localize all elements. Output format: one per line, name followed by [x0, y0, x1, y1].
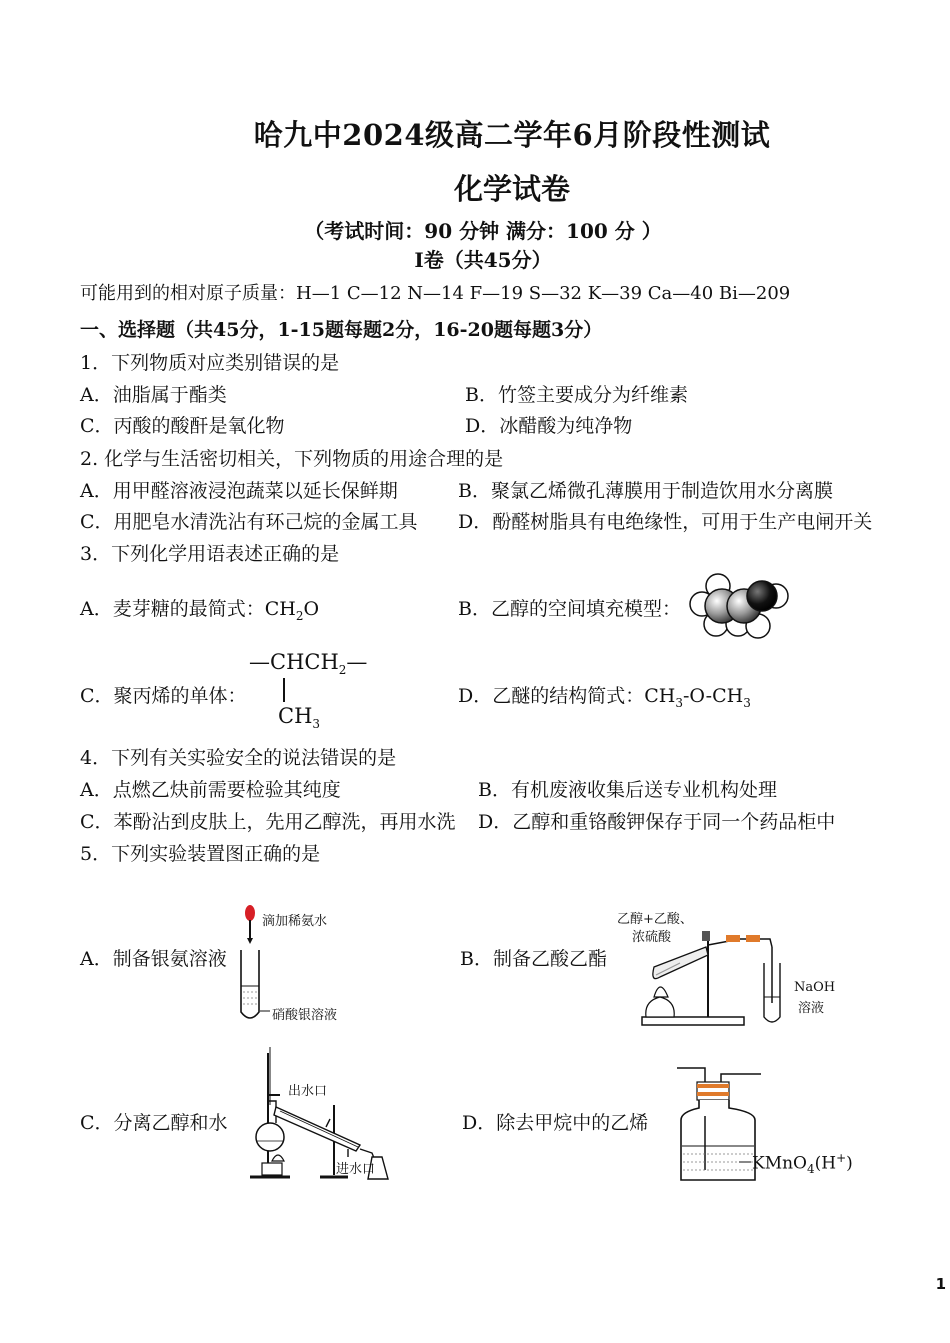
page-number: 1: [935, 1275, 946, 1293]
iron-stand-base: [642, 1017, 744, 1025]
label-solution: 溶液: [798, 1001, 825, 1016]
label-silver-nitrate: 硝酸银溶液: [272, 1008, 338, 1023]
q2-option-b: B．聚氯乙烯微孔薄膜用于制造饮用水分离膜: [458, 480, 833, 502]
kmno4-tail: (H: [814, 1153, 837, 1174]
q3-option-a: [80, 594, 319, 623]
poly-top-sub: 2: [338, 663, 347, 678]
atomic-masses: 可能用到的相对原子质量：H—1 C—12 N—14 F—19 S—32 K—39 Ca—40 Bi—209: [80, 283, 791, 304]
stopper-band: [697, 1084, 729, 1088]
ethanol-space-filling-model: [688, 574, 798, 640]
dropper-tip: [247, 938, 253, 944]
q5-option-d: D．除去甲烷中的乙烯: [462, 1112, 649, 1134]
q3-option-d: [458, 681, 751, 710]
q3-option-c: C．聚丙烯的单体：: [80, 685, 247, 707]
q1-option-c: C．丙酸的酸酐是氧化物: [80, 415, 285, 437]
page-subtitle: 化学试卷: [453, 172, 570, 206]
q3-a-sub: 2: [295, 608, 304, 623]
kmno4-text: KMnO: [752, 1153, 807, 1174]
label-water-outlet: 出水口: [288, 1084, 328, 1099]
q2-option-a: A．用甲醛溶液浸泡蔬菜以延长保鲜期: [80, 480, 398, 502]
oxygen-atom: [747, 581, 777, 611]
page-title: 哈九中2024级高二学年6月阶段性测试: [253, 118, 771, 152]
label-kmno4: [752, 1151, 853, 1176]
q3-a-tail: O: [303, 598, 320, 620]
q5-option-b: B．制备乙酸乙酯: [460, 948, 607, 970]
poly-branch-bond: [283, 678, 285, 702]
label-ethanol-acetic: 乙醇+乙酸、: [617, 912, 693, 927]
label-naoh: NaOH: [794, 980, 836, 995]
label-water-inlet: 进水口: [336, 1162, 376, 1177]
q3-option-d-label: D．乙醚的结构简式：: [458, 685, 645, 707]
q4-option-b: B．有机废液收集后送专业机构处理: [478, 779, 777, 801]
label-sulfuric-acid: 浓硫酸: [632, 930, 672, 945]
exam-info: （考试时间：90 分钟 满分：100 分 ）: [304, 219, 662, 243]
flame: [272, 1155, 284, 1161]
condenser-inner: [280, 1111, 358, 1147]
q4-option-d: D．乙醇和重铬酸钾保存于同一个药品柜中: [478, 811, 836, 833]
kmno4-sub: 4: [807, 1162, 815, 1177]
rubber-joint: [726, 935, 740, 942]
q2-option-c: C．用肥皂水清洗沾有环己烷的金属工具: [80, 511, 418, 533]
distilling-flask: [256, 1123, 284, 1151]
apparatus-c-distillation: [230, 1045, 410, 1190]
q3-option-a-label: A．麦芽糖的最简式：: [80, 598, 265, 620]
q3-d-f1: CH: [644, 685, 676, 707]
q3-d-s2: 3: [743, 695, 751, 710]
rubber-joint: [746, 935, 760, 942]
condenser: [274, 1107, 360, 1151]
alcohol-lamp: [646, 997, 674, 1017]
test-tube: [241, 950, 259, 1018]
q1-option-b: B．竹签主要成分为纤维素: [465, 384, 688, 406]
large-test-tube: [653, 947, 708, 979]
poly-methyl-text: CH: [278, 704, 313, 728]
q3-d-mid: -O-CH: [682, 685, 744, 707]
q3-option-b: B．乙醇的空间填充模型：: [458, 598, 681, 620]
q1-stem: 1．下列物质对应类别错误的是: [80, 352, 340, 374]
q5-option-c: C．分离乙醇和水: [80, 1112, 228, 1134]
stopper-band: [697, 1092, 729, 1096]
clamp: [702, 931, 710, 941]
volume-heading: I卷（共45分）: [414, 248, 552, 272]
poly-top-tail: —: [346, 650, 368, 674]
q3-stem: 3．下列化学用语表述正确的是: [80, 543, 340, 565]
q2-option-d: D．酚醛树脂具有电绝缘性，可用于生产电闸开关: [458, 511, 873, 533]
bottle: [681, 1100, 755, 1180]
q3-a-formula: CH: [264, 598, 296, 620]
label-dilute-ammonia: 滴加稀氨水: [262, 914, 328, 929]
q5-stem: 5．下列实验装置图正确的是: [80, 843, 321, 865]
flame: [654, 987, 668, 997]
q3-d-s1: 3: [675, 695, 683, 710]
q1-option-d: D．冰醋酸为纯净物: [465, 415, 633, 437]
kmno4-end: ): [846, 1153, 853, 1174]
kmno4-sup: +: [836, 1151, 847, 1165]
q4-option-a: A．点燃乙炔前需要检验其纯度: [80, 779, 341, 801]
section-heading: 一、选择题（共45分，1-15题每题2分，16-20题每题3分）: [80, 319, 603, 341]
q4-option-c: C．苯酚沾到皮肤上，先用乙醇洗，再用水洗: [80, 811, 456, 833]
water-outlet: [326, 1119, 330, 1127]
q1-option-a: A．油脂属于酯类: [80, 384, 227, 406]
poly-top-text: —CHCH: [249, 650, 339, 674]
polypropylene-structure: [249, 650, 367, 677]
poly-methyl: [278, 704, 320, 731]
q4-stem: 4．下列有关实验安全的说法错误的是: [80, 747, 397, 769]
alcohol-lamp: [262, 1163, 282, 1175]
poly-methyl-sub: 3: [312, 717, 321, 732]
dropper-bulb: [245, 905, 255, 921]
q5-option-a: A．制备银氨溶液: [80, 948, 227, 970]
q2-stem: 2. 化学与生活密切相关，下列物质的用途合理的是: [80, 448, 504, 470]
